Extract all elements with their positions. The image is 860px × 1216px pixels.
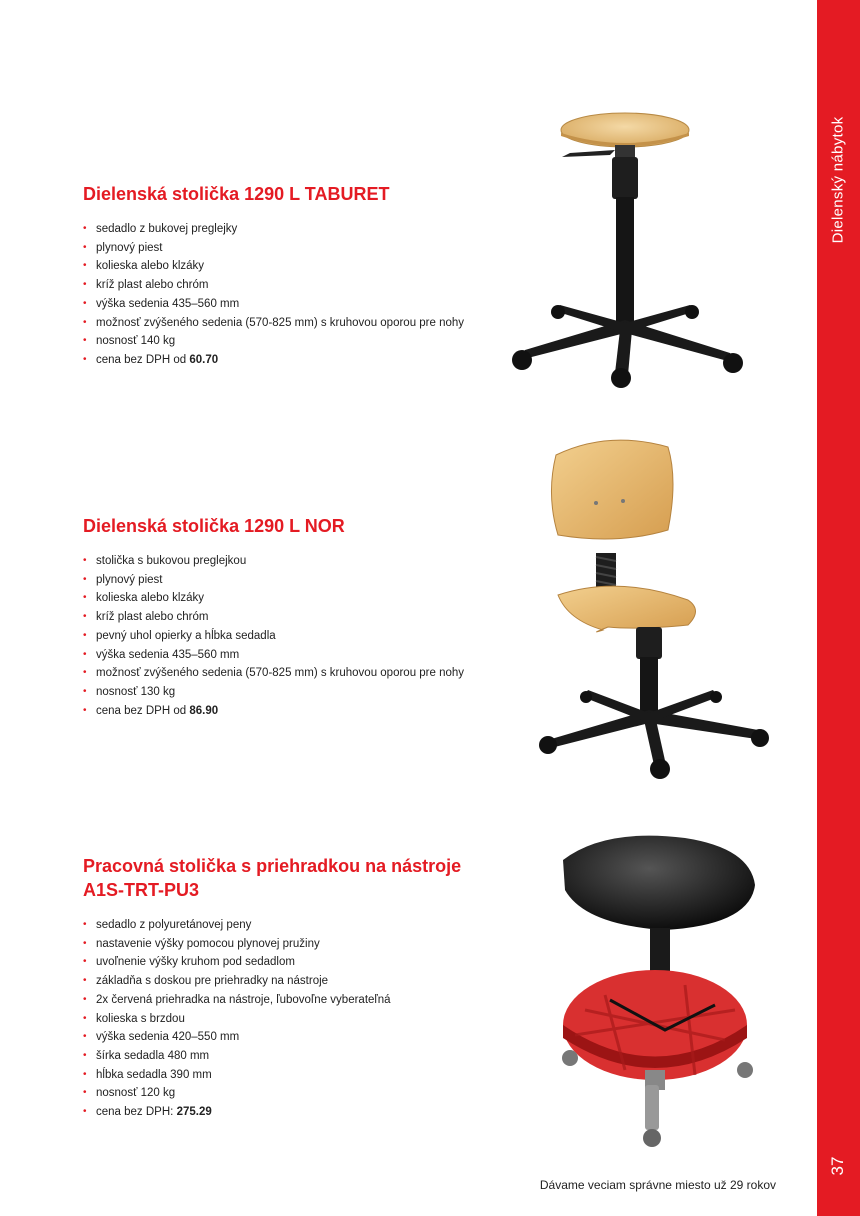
feature-item: • plynový piest <box>83 571 503 590</box>
feature-item: • kolieska alebo klzáky <box>83 589 503 608</box>
feature-list <box>83 916 483 1122</box>
feature-item: • sedadlo z bukovej preglejky <box>83 220 503 239</box>
price-item <box>83 702 503 721</box>
price-value: 60.70 <box>189 353 219 366</box>
price-label: cena bez DPH od <box>96 704 187 717</box>
feature-item: • pevný uhol opierky a hĺbka sedadla <box>83 627 503 646</box>
feature-item: • nosnosť 130 kg <box>83 683 503 702</box>
price-value: 275.29 <box>176 1106 212 1119</box>
feature-item: • 2x červená priehradka na nástroje, ľubovoľne vyberateľná <box>83 991 483 1010</box>
feature-item: • výška sedenia 435–560 mm <box>83 295 503 314</box>
feature-item: • možnosť zvýšeného sedenia (570-825 mm) s kruhovou oporou pre nohy <box>83 314 503 333</box>
feature-item: • kríž plast alebo chróm <box>83 276 503 295</box>
feature-item: • hĺbka sedadla 390 mm <box>83 1066 483 1085</box>
feature-item: • základňa s doskou pre priehradky na nástroje <box>83 972 483 991</box>
price-label: cena bez DPH od <box>96 353 187 366</box>
feature-item: • stolička s bukovou preglejkou <box>83 552 503 571</box>
page-number: 37 <box>828 1156 847 1176</box>
feature-list <box>83 552 503 720</box>
price-value: 86.90 <box>189 704 219 717</box>
price-label: cena bez DPH: <box>96 1106 174 1119</box>
product-taburet <box>83 182 503 370</box>
feature-item: • kríž plast alebo chróm <box>83 608 503 627</box>
feature-item: • kolieska alebo klzáky <box>83 257 503 276</box>
product-title: Dielenská stolička 1290 L NOR <box>83 516 345 536</box>
taburet-stool-image <box>500 105 750 395</box>
feature-list <box>83 220 503 370</box>
feature-item: • nastavenie výšky pomocou plynovej pružiny <box>83 935 483 954</box>
feature-item: • šírka sedadla 480 mm <box>83 1047 483 1066</box>
footer-tagline: Dávame veciam správne miesto už 29 rokov <box>539 1178 776 1192</box>
feature-item: • nosnosť 120 kg <box>83 1084 483 1103</box>
feature-item: • nosnosť 140 kg <box>83 332 503 351</box>
product-title: Pracovná stolička s priehradkou na nástroje A1S-TRT-PU3 <box>83 856 462 900</box>
product-title: Dielenská stolička 1290 L TABURET <box>83 184 390 204</box>
feature-item: • výška sedenia 420–550 mm <box>83 1028 483 1047</box>
feature-item: • kolieska s brzdou <box>83 1010 483 1029</box>
nor-chair-image <box>528 435 778 785</box>
a1s-trt-pu3-chair-image <box>545 830 775 1160</box>
price-item <box>83 351 503 370</box>
section-title: Dielenský nábytok <box>829 116 847 244</box>
product-a1s <box>83 854 483 1122</box>
feature-item: • možnosť zvýšeného sedenia (570-825 mm) s kruhovou oporou pre nohy <box>83 664 503 683</box>
feature-item: • sedadlo z polyuretánovej peny <box>83 916 483 935</box>
product-nor <box>83 514 503 720</box>
feature-item: • výška sedenia 435–560 mm <box>83 646 503 665</box>
sidebar <box>817 0 860 1216</box>
feature-item: • plynový piest <box>83 239 503 258</box>
price-item <box>83 1103 483 1122</box>
feature-item: • uvoľnenie výšky kruhom pod sedadlom <box>83 953 483 972</box>
